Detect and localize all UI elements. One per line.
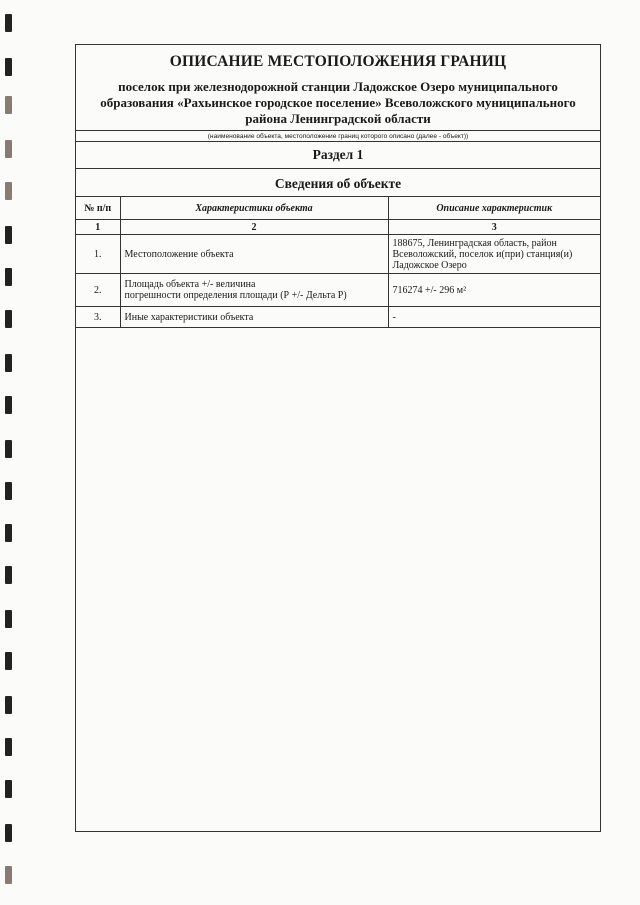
table-row [76, 307, 600, 328]
object-name-line: поселок при железнодорожной станции Ладожское Озеро муниципального [118, 79, 558, 94]
binding-hole [5, 780, 12, 798]
row-description: - [388, 307, 600, 328]
binding-hole [5, 96, 12, 114]
header-number: № п/п [76, 197, 120, 220]
binding-holes [0, 0, 22, 905]
object-name [84, 79, 592, 127]
binding-hole [5, 14, 12, 32]
binding-hole [5, 396, 12, 414]
column-index: 3 [388, 220, 600, 235]
binding-hole [5, 566, 12, 584]
binding-hole [5, 354, 12, 372]
document-frame [75, 44, 601, 832]
column-index: 2 [120, 220, 388, 235]
table-header-row [76, 197, 600, 220]
column-index-row [76, 220, 600, 235]
binding-hole [5, 268, 12, 286]
binding-hole [5, 652, 12, 670]
binding-hole [5, 738, 12, 756]
row-characteristic: Местоположение объекта [120, 235, 388, 274]
table-row [76, 274, 600, 307]
object-info-table [76, 196, 600, 328]
binding-hole [5, 140, 12, 158]
row-characteristic-line: погрешности определения площади (Р +/- Дельта Р) [124, 290, 347, 301]
binding-hole [5, 440, 12, 458]
binding-hole [5, 866, 12, 884]
binding-hole [5, 310, 12, 328]
document-title: ОПИСАНИЕ МЕСТОПОЛОЖЕНИЯ ГРАНИЦ [169, 53, 507, 70]
row-number: 1. [76, 235, 120, 274]
row-characteristic-line: Площадь объекта +/- величина [124, 279, 256, 290]
binding-hole [5, 182, 12, 200]
row-number: 2. [76, 274, 120, 307]
binding-hole [5, 610, 12, 628]
column-index: 1 [76, 220, 120, 235]
row-number: 3. [76, 307, 120, 328]
row-description: 716274 +/- 296 м² [388, 274, 600, 307]
binding-hole [5, 482, 12, 500]
row-characteristic [120, 274, 388, 307]
row-characteristic: Иные характеристики объекта [120, 307, 388, 328]
object-name-line: района Ленинградской области [245, 111, 431, 126]
section-title: Сведения об объекте [274, 176, 402, 191]
header-description: Описание характеристик [388, 197, 600, 220]
binding-hole [5, 824, 12, 842]
binding-hole [5, 524, 12, 542]
table-row [76, 235, 600, 274]
object-name-line: образования «Рахьинское городское поселение» Всеволожского муниципального [100, 95, 576, 110]
row-description: 188675, Ленинградская область, район Всеволожский, поселок и(при) станция(и) Ладожское Озеро [388, 235, 600, 274]
section-label: Раздел 1 [76, 142, 600, 169]
binding-hole [5, 226, 12, 244]
header-characteristic: Характеристики объекта [120, 197, 388, 220]
object-caption: (наименование объекта, местоположение границ которого описано (далее - объект)) [76, 131, 600, 142]
binding-hole [5, 58, 12, 76]
binding-hole [5, 696, 12, 714]
